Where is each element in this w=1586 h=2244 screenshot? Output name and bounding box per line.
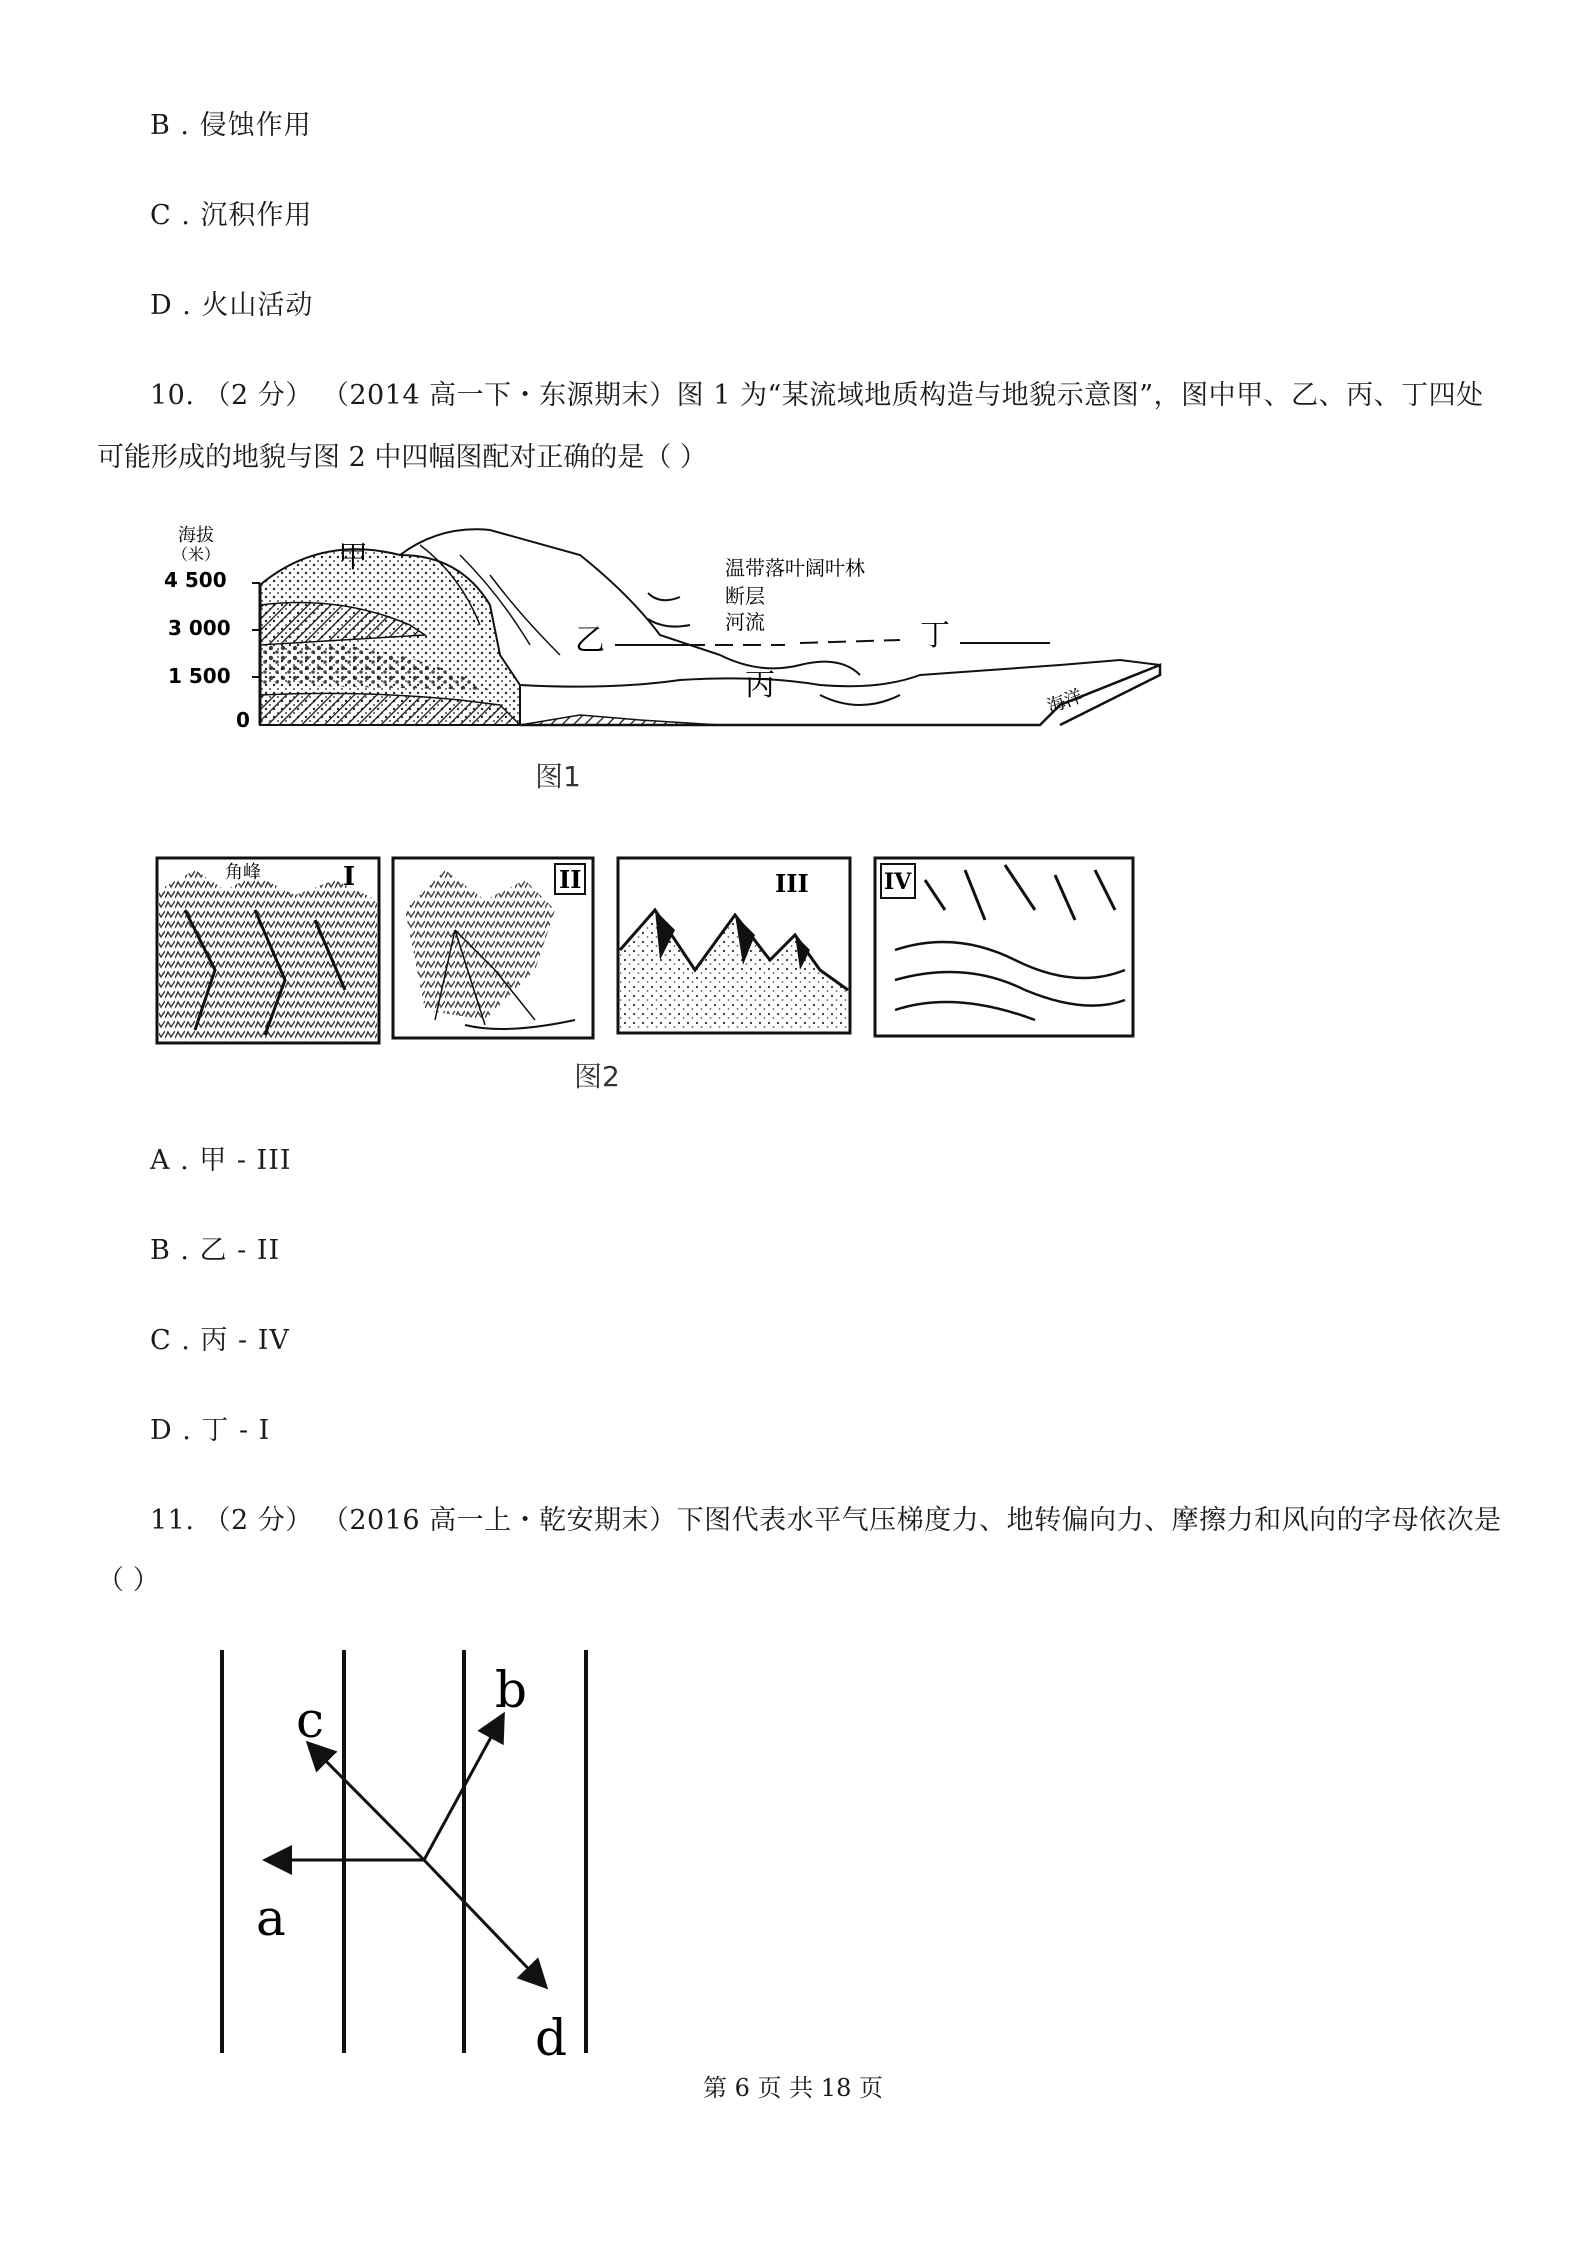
fig2-panel-4-numeral: IV	[884, 869, 912, 895]
fig2-panel-1-numeral: I	[343, 862, 356, 892]
label-b: b	[495, 1661, 528, 1719]
option-c: C . 沉积作用	[150, 200, 313, 231]
fig1-yaxis-label: 海拔	[178, 525, 214, 546]
fig1-label-ding: 丁	[920, 618, 950, 653]
label-a: a	[256, 1889, 286, 1947]
fig1-tick-1500: 1 500	[168, 664, 231, 688]
page-footer: 第 6 页 共 18 页	[703, 2074, 883, 2102]
fig2-panel-2	[393, 858, 593, 1038]
fig2-panel-1	[157, 858, 379, 1043]
label-d: d	[535, 2009, 568, 2067]
fig2-panel-2-numeral: II	[559, 865, 582, 894]
q10-option-d: D . 丁 - I	[150, 1415, 271, 1446]
fig1-yaxis-unit: （米）	[172, 545, 221, 564]
fig1-sea-label: 海洋	[1044, 685, 1086, 718]
figure-2-caption: 图2	[574, 1060, 620, 1093]
vector-c	[310, 1745, 424, 1860]
question-11-line2: （ ）	[97, 1565, 160, 1596]
fig1-tick-4500: 4 500	[164, 568, 227, 592]
figure-1-caption: 图1	[535, 760, 581, 793]
fig2-panel-4	[875, 858, 1133, 1036]
fig1-legend-fault: 断层	[725, 584, 765, 608]
figure-1-cross-section	[160, 515, 1160, 755]
q10-option-c: C . 丙 - IV	[150, 1325, 290, 1356]
fig2-panel-3-numeral: III	[775, 869, 809, 898]
fig1-label-jia: 甲	[338, 540, 368, 575]
fig1-legend-forest: 温带落叶阔叶林	[725, 556, 865, 580]
q10-option-a: A . 甲 - III	[150, 1145, 292, 1176]
fig2-panel-3	[618, 858, 850, 1033]
option-b: B . 侵蚀作用	[150, 110, 312, 141]
label-c: c	[296, 1691, 325, 1749]
figure-q11-forces	[200, 1645, 620, 2065]
fig1-tick-0: 0	[236, 708, 250, 732]
fig1-legend-river: 河流	[725, 610, 765, 634]
vector-d	[424, 1860, 544, 1985]
figure-2-panels	[155, 850, 1135, 1050]
question-10-line1: 10. （2 分） （2014 高一下・东源期末）图 1 为“某流域地质构造与地貌示意图”，图中甲、乙、丙、丁四处	[150, 380, 1484, 411]
fig1-label-bing: 丙	[745, 668, 775, 703]
fig1-tick-3000: 3 000	[168, 616, 231, 640]
fig1-label-yi: 乙	[575, 623, 605, 658]
question-11-line1: 11. （2 分） （2016 高一上・乾安期末）下图代表水平气压梯度力、地转偏向力、摩擦力和风向的字母依次是	[150, 1505, 1502, 1536]
option-d: D . 火山活动	[150, 290, 314, 321]
q10-option-b: B . 乙 - II	[150, 1235, 281, 1266]
fig2-panel-1-label: 角峰	[225, 862, 261, 883]
question-10-line2: 可能形成的地貌与图 2 中四幅图配对正确的是（ ）	[97, 442, 707, 473]
